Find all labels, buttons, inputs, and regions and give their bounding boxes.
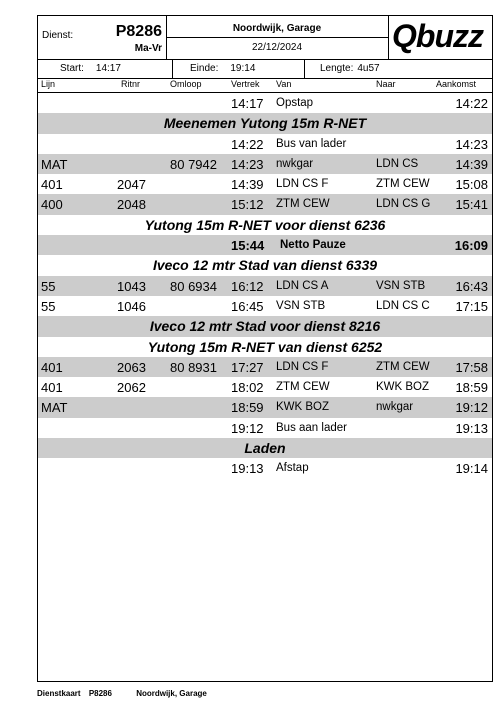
cell-vertrek: 16:12 (231, 278, 264, 294)
start-time: Start: 14:17 (60, 63, 121, 74)
cell-aankomst: 16:09 (454, 238, 488, 254)
trip-row (38, 194, 492, 214)
footer-location: Noordwijk, Garage (136, 689, 207, 698)
cell-aankomst: 14:23 (455, 136, 488, 152)
cell-vertrek: 14:22 (231, 136, 264, 152)
cell-naar: LDN CS G (376, 198, 431, 211)
cell-ritnr: 2063 (117, 359, 146, 375)
cell-van: LDN CS F (276, 360, 329, 373)
cell-naar: VSN STB (376, 279, 426, 292)
trip-row (38, 377, 492, 397)
time-summary (38, 59, 492, 79)
section-title-row (38, 316, 492, 336)
cell-vertrek: 14:23 (231, 156, 264, 172)
location-box (166, 16, 389, 59)
cell-van: ZTM CEW (276, 381, 330, 394)
section-title: Yutong 15m R-NET van dienst 6252 (147, 338, 383, 355)
cell-vertrek: 15:44 (231, 238, 265, 254)
cell-lijn: 55 (41, 298, 56, 314)
cell-van: Afstap (276, 462, 309, 475)
duty-box (38, 16, 167, 59)
cell-van: nwkgar (276, 157, 314, 170)
col-omloop: Omloop (170, 79, 202, 89)
cell-van: LDN CS F (276, 178, 329, 191)
cell-aankomst: 16:43 (455, 278, 488, 294)
cell-aankomst: 19:12 (455, 400, 488, 416)
cell-van: Bus aan lader (276, 421, 347, 434)
cell-van: LDN CS A (276, 279, 329, 292)
section-title-row (38, 215, 492, 235)
duration: Lengte: 4u57 (320, 63, 380, 74)
cell-aankomst: 15:41 (455, 197, 488, 213)
cell-lijn: 401 (41, 359, 63, 375)
trip-row (38, 174, 492, 194)
cell-vertrek: 19:12 (231, 420, 264, 436)
cell-ritnr: 2047 (117, 177, 146, 193)
qbuzz-logo: Qbuzz (392, 18, 483, 54)
trip-row (38, 154, 492, 174)
duty-code: P8286 (115, 23, 162, 40)
cell-naar: LDN CS C (376, 299, 430, 312)
cell-naar: LDN CS (376, 157, 419, 170)
header (38, 16, 492, 60)
trip-row (38, 134, 492, 154)
section-title-row (38, 337, 492, 357)
cell-lijn: MAT (41, 156, 68, 172)
cell-van: ZTM CEW (276, 198, 330, 211)
location: Noordwijk, Garage (232, 23, 322, 34)
cell-aankomst: 19:13 (455, 420, 488, 436)
col-lijn: Lijn (41, 79, 56, 89)
footer-label: Dienstkaart (37, 689, 81, 698)
cell-lijn: 400 (41, 197, 63, 213)
trip-row (38, 93, 492, 113)
col-ritnr: Ritnr (121, 79, 141, 89)
end-time: Einde: 19:14 (190, 63, 256, 74)
cell-lijn: 401 (41, 177, 63, 193)
cell-van: KWK BOZ (276, 401, 330, 414)
cell-aankomst: 17:15 (455, 298, 488, 314)
section-title: Laden (244, 440, 286, 457)
cell-van: Netto Pauze (280, 239, 346, 252)
col-aankomst: Aankomst (436, 79, 477, 89)
cell-van: VSN STB (276, 299, 326, 312)
cell-omloop: 80 6934 (170, 278, 217, 294)
cell-naar: ZTM CEW (376, 178, 430, 191)
footer (37, 689, 213, 698)
schedule-rows (38, 93, 492, 479)
cell-vertrek: 17:27 (231, 359, 264, 375)
footer-code: P8286 (88, 689, 112, 698)
duty-label: Dienst: (42, 30, 74, 41)
cell-ritnr: 2048 (117, 197, 146, 213)
cell-vertrek: 14:39 (231, 177, 264, 193)
cell-aankomst: 15:08 (455, 177, 488, 193)
column-headers (38, 78, 492, 93)
trip-row (38, 296, 492, 316)
duty-card (37, 15, 493, 682)
cell-aankomst: 18:59 (455, 380, 488, 396)
logo-box (388, 16, 492, 59)
trip-row (38, 458, 492, 478)
cell-ritnr: 1043 (117, 278, 146, 294)
cell-ritnr: 2062 (117, 380, 146, 396)
cell-naar: ZTM CEW (376, 360, 430, 373)
trip-row (38, 276, 492, 296)
cell-aankomst: 17:58 (455, 359, 488, 375)
cell-vertrek: 16:45 (231, 298, 264, 314)
cell-van: Opstap (276, 97, 314, 109)
duty-days: Ma-Vr (134, 43, 162, 54)
cell-lijn: 401 (41, 380, 63, 396)
col-van: Van (276, 79, 292, 89)
section-title-row (38, 113, 492, 133)
cell-omloop: 80 8931 (170, 359, 217, 375)
cell-naar: nwkgar (376, 401, 414, 414)
trip-row (38, 357, 492, 377)
trip-row (38, 397, 492, 417)
cell-vertrek: 19:13 (231, 461, 264, 477)
cell-vertrek: 14:17 (231, 96, 264, 111)
trip-row (38, 418, 492, 438)
cell-van: Bus van lader (276, 137, 347, 150)
pause-row (38, 235, 492, 255)
section-title: Meenemen Yutong 15m R-NET (163, 115, 367, 132)
section-title: Iveco 12 mtr Stad van dienst 6339 (152, 257, 378, 274)
section-title: Yutong 15m R-NET voor dienst 6236 (144, 216, 386, 233)
cell-naar: KWK BOZ (376, 381, 430, 394)
cell-aankomst: 14:22 (455, 96, 488, 111)
cell-lijn: MAT (41, 400, 68, 416)
cell-vertrek: 15:12 (231, 197, 264, 213)
col-naar: Naar (376, 79, 396, 89)
cell-vertrek: 18:59 (231, 400, 264, 416)
cell-aankomst: 14:39 (455, 156, 488, 172)
section-title: Iveco 12 mtr Stad voor dienst 8216 (149, 318, 381, 335)
cell-vertrek: 18:02 (231, 380, 264, 396)
date: 22/12/2024 (251, 42, 303, 53)
col-vertrek: Vertrek (231, 79, 260, 89)
cell-omloop: 80 7942 (170, 156, 217, 172)
section-title-row (38, 438, 492, 458)
cell-lijn: 55 (41, 278, 56, 294)
cell-ritnr: 1046 (117, 298, 146, 314)
cell-aankomst: 19:14 (455, 461, 488, 477)
section-title-row (38, 255, 492, 275)
